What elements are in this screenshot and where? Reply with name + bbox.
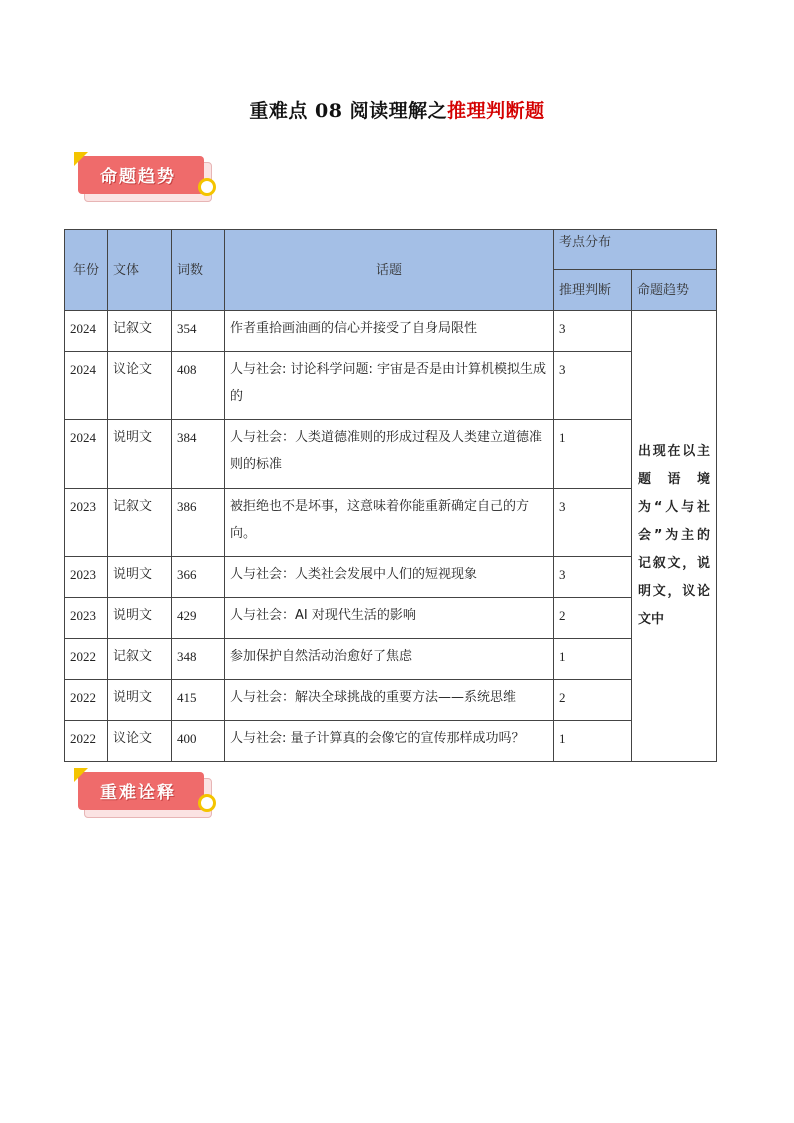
cell-genre: 议论文 [108,721,172,762]
explain-tag-label: 重难诠释 [100,783,176,803]
cell-year: 2023 [65,557,108,598]
cell-year: 2022 [65,680,108,721]
ring-icon [198,178,216,196]
table-row [65,598,717,639]
cell-year: 2024 [65,420,108,489]
table-row [65,420,717,489]
cell-words: 408 [172,352,225,420]
cell-year: 2023 [65,598,108,639]
cell-topic: 人与社会：人类社会发展中人们的短视现象 [225,557,554,598]
cell-genre: 记叙文 [108,311,172,352]
flag-icon [74,152,88,166]
header-inference: 推理判断 [554,270,632,311]
cell-inference: 2 [554,680,632,721]
cell-inference: 1 [554,721,632,762]
cell-inference: 3 [554,489,632,557]
cell-topic: 参加保护自然活动治愈好了焦虑 [225,639,554,680]
cell-genre: 说明文 [108,680,172,721]
cell-year: 2022 [65,639,108,680]
cell-topic: 被拒绝也不是坏事，这意味着你能重新确定自己的方向。 [225,489,554,557]
cell-inference: 3 [554,557,632,598]
header-distribution: 考点分布 [554,230,717,270]
header-words: 词数 [172,230,225,311]
cell-inference: 2 [554,598,632,639]
cell-inference: 1 [554,639,632,680]
cell-genre: 议论文 [108,352,172,420]
table-row [65,680,717,721]
table-row [65,639,717,680]
cell-words: 429 [172,598,225,639]
cell-words: 348 [172,639,225,680]
cell-genre: 记叙文 [108,639,172,680]
cell-genre: 记叙文 [108,489,172,557]
table-row [65,557,717,598]
header-year: 年份 [65,230,108,311]
cell-year: 2024 [65,311,108,352]
cell-topic: 作者重拾画油画的信心并接受了自身局限性 [225,311,554,352]
cell-topic: 人与社会：AI 对现代生活的影响 [225,598,554,639]
cell-topic: 人与社会：人类道德准则的形成过程及人类建立道德准则的标准 [225,420,554,489]
cell-inference: 3 [554,352,632,420]
table-row [65,311,717,352]
cell-genre: 说明文 [108,557,172,598]
cell-words: 386 [172,489,225,557]
cell-words: 354 [172,311,225,352]
cell-words: 366 [172,557,225,598]
table-row [65,352,717,420]
cell-inference: 3 [554,311,632,352]
ring-icon [198,794,216,812]
cell-year: 2022 [65,721,108,762]
table-row [65,721,717,762]
trend-summary: 出现在以主题语境为“人与社会”为主的记叙文，说明文，议论文中 [632,311,717,762]
cell-topic: 人与社会：解决全球挑战的重要方法——系统思维 [225,680,554,721]
trend-section-tag [78,156,212,202]
cell-inference: 1 [554,420,632,489]
explain-section-tag [78,772,212,818]
trend-tag-label: 命题趋势 [100,167,176,187]
cell-topic: 人与社会: 量子计算真的会像它的宣传那样成功吗？ [225,721,554,762]
cell-words: 415 [172,680,225,721]
cell-topic: 人与社会: 讨论科学问题: 宇宙是否是由计算机模拟生成的 [225,352,554,420]
header-genre: 文体 [108,230,172,311]
cell-words: 384 [172,420,225,489]
page-title [0,96,794,123]
title-highlight: 推理判断题 [447,100,545,122]
title-prefix: 重难点 08 阅读理解之 [249,100,448,122]
cell-words: 400 [172,721,225,762]
header-topic: 话题 [225,230,554,311]
cell-year: 2024 [65,352,108,420]
exam-table [64,229,717,762]
cell-year: 2023 [65,489,108,557]
cell-genre: 说明文 [108,420,172,489]
header-trend: 命题趋势 [632,270,717,311]
cell-genre: 说明文 [108,598,172,639]
flag-icon [74,768,88,782]
table-row [65,489,717,557]
